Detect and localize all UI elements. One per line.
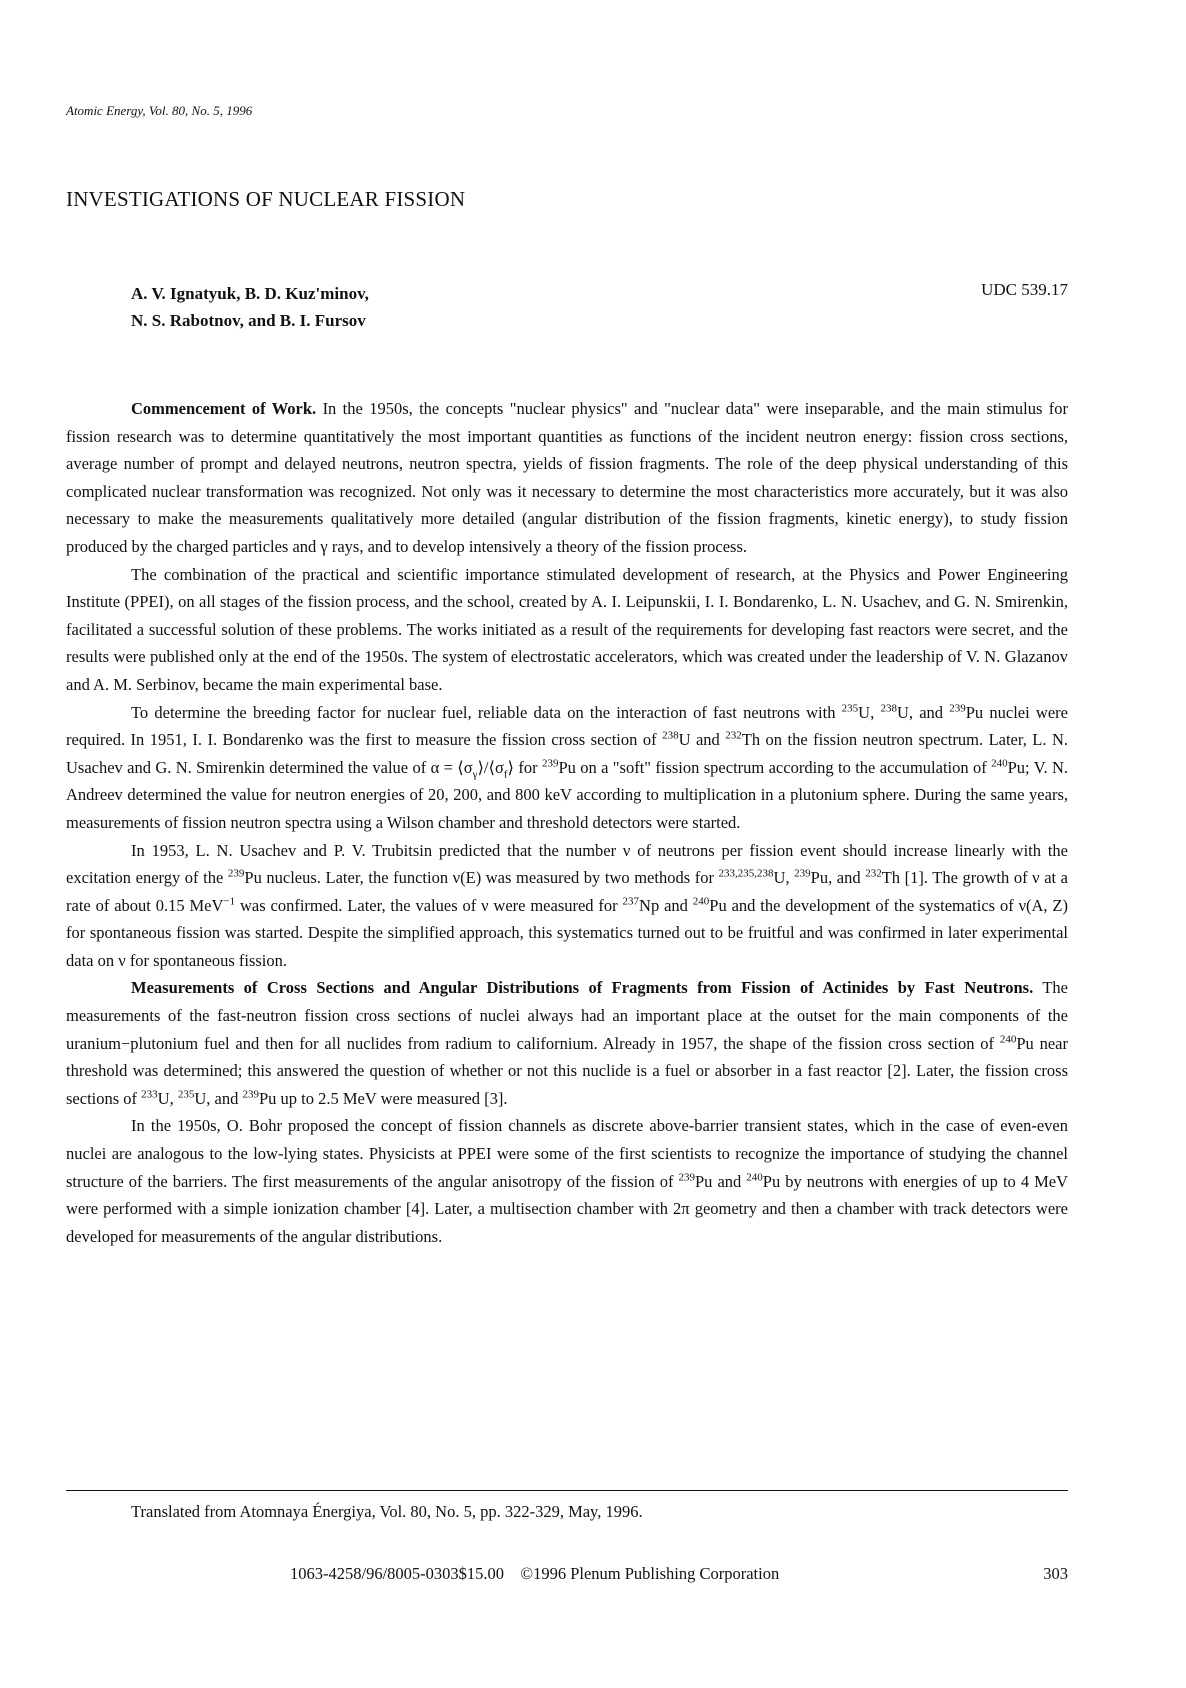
paragraph-1-text: In the 1950s, the concepts "nuclear physics" and "nuclear data" were inseparable, and the main stimulus for fission research was to determine quantitatively the most important quantities as functions of the incident neutron energy: fission cross sections, average number of prompt and delayed neutrons, neutron spectra, yields of fission fragments. The role of the deep physical understanding of this complicated nuclear transformation was recognized. Not only was it necessary to determine the most characteristics more accurately, but it was also necessary to make the measurements qualitatively more detailed (angular distribution of the fission fragments, kinetic energy), to study fission produced by the charged particles and γ rays, and to develop intensively a theory of the fission process. bbox=[66, 399, 1069, 556]
text-run: was confirmed. Later, the values of ν were measured for bbox=[235, 895, 623, 915]
text-run: Pu; V. N. Andreev determined the value for neutron energies of 20, 200, and 800 keV according to multiplication in a plutonium sphere. During the same years, measurements of fission neutron spectra using a Wilson chamber and threshold detectors were started. bbox=[66, 757, 1069, 832]
text-run: The measurements of the fast-neutron fission cross sections of nuclei always had an important place at the outset for the main components of the uranium−plutonium fuel and then for all nuclides from radium to californium. Already in 1957, the shape of the fission cross section of bbox=[66, 978, 1068, 1053]
paragraph-2: The combination of the practical and scientific importance stimulated development of research, at the Physics and Power Engineering Institute (PPEI), on all stages of the fission process, and the school, created by A. I. Leipunskii, I. I. Bondarenko, L. N. Usachev, and G. N. Smirenkin, facilitated a successful solution of these problems. The works initiated as a result of the requirements for developing fast reactors were secret, and the results were published only at the end of the 1950s. The system of electrostatic accelerators, which was created under the leadership of V. N. Glazanov and A. M. Serbinov, became the main experimental base. bbox=[66, 564, 1068, 694]
article-title: INVESTIGATIONS OF NUCLEAR FISSION bbox=[66, 187, 466, 211]
text-run: Pu, and bbox=[810, 868, 866, 888]
text-run: Pu and bbox=[695, 1171, 747, 1191]
text-run: Pu up to 2.5 MeV were measured [3]. bbox=[258, 1088, 508, 1108]
text-run: In 1953, L. N. Usachev and P. V. Trubitsin predicted that the number ν of neutrons per fission event should increase linearly with the excitation energy of the bbox=[66, 840, 1068, 888]
superscript: 239 bbox=[227, 867, 245, 880]
copyright-notice: ©1996 Plenum Publishing Corporation bbox=[520, 1564, 780, 1583]
superscript: −1 bbox=[223, 895, 236, 908]
text-run: Np and bbox=[639, 895, 693, 915]
journal-citation: Atomic Energy, Vol. 80, No. 5, 1996 bbox=[66, 103, 253, 118]
text-run: ⟩ for bbox=[507, 757, 542, 777]
page-number: 303 bbox=[1043, 1564, 1068, 1583]
superscript: 239 bbox=[949, 702, 966, 715]
translation-note: Translated from Atomnaya Énergiya, Vol. 80, No. 5, pp. 322-329, May, 1996. bbox=[131, 1502, 643, 1521]
superscript: 239 bbox=[242, 1088, 259, 1101]
superscript: 239 bbox=[678, 1171, 695, 1184]
superscript: 240 bbox=[746, 1171, 763, 1184]
text-run: Pu near threshold was determined; this answered the question of whether or not this nuclide is a fuel or absorber in a fast reactor [2]. Later, the fission cross sections of bbox=[66, 1033, 1068, 1108]
superscript: 238 bbox=[662, 729, 679, 742]
footnote-divider bbox=[66, 1490, 1068, 1491]
paragraph-5 bbox=[66, 974, 1068, 1112]
text-run: Pu on a "soft" fission spectrum according to the accumulation of bbox=[558, 757, 992, 777]
superscript: 240 bbox=[692, 895, 710, 908]
text-run: U and bbox=[678, 730, 726, 750]
paragraph-3 bbox=[66, 699, 1068, 837]
text-run: U, and bbox=[896, 702, 950, 722]
superscript: 238 bbox=[880, 702, 897, 715]
text-run: In the 1950s, O. Bohr proposed the concept of fission channels as discrete above-barrier transient states, which in the case of even-even nuclei are analogous to the low-lying states. Physicists at PPEI were some of the first scientists to recognize the importance of studying the channel structure of the barriers. The first measurements of the angular anisotropy of the fission of bbox=[66, 1116, 1068, 1191]
superscript: 233,235,238 bbox=[718, 867, 774, 880]
udc-code: UDC 539.17 bbox=[981, 280, 1068, 299]
superscript: 235 bbox=[177, 1088, 195, 1101]
superscript: 232 bbox=[865, 867, 882, 880]
text-run: Pu nucleus. Later, the function ν(E) was measured by two methods for bbox=[244, 868, 719, 888]
text-run: Th [1]. The growth of ν at a rate of about 0.15 MeV bbox=[66, 868, 1069, 915]
text-run: U, bbox=[773, 868, 795, 888]
text-run: U, bbox=[157, 1088, 178, 1108]
paragraph-6 bbox=[66, 1112, 1068, 1250]
text-run: To determine the breeding factor for nuclear fuel, reliable data on the interaction of fast neutrons with bbox=[131, 702, 842, 722]
text-run: ⟩/⟨σ bbox=[477, 757, 504, 777]
text-run: U, bbox=[858, 702, 881, 722]
superscript: 239 bbox=[541, 757, 559, 770]
page-footer bbox=[290, 1564, 779, 1584]
superscript: 235 bbox=[841, 702, 859, 715]
authors-line-1: A. V. Ignatyuk, B. D. Kuz'minov, bbox=[131, 284, 369, 303]
section-heading-commencement: Commencement of Work. bbox=[131, 399, 317, 418]
text-run: Th on the fission neutron spectrum. Later, L. N. Usachev and G. N. Smirenkin determined the value of α = ⟨σ bbox=[66, 730, 1069, 777]
text-run: Pu by neutrons with energies of up to 4 MeV were performed with a simple ionization chamber [4]. Later, a multisection chamber with 2π geometry and then a chamber with track detectors were developed for measurements of the angular distributions. bbox=[66, 1171, 1068, 1246]
publication-code: 1063-4258/96/8005-0303$15.00 bbox=[290, 1564, 505, 1583]
subscript: f bbox=[503, 768, 508, 781]
superscript: 239 bbox=[794, 867, 811, 880]
superscript: 237 bbox=[622, 895, 640, 908]
authors-line-2: N. S. Rabotnov, and B. I. Fursov bbox=[131, 311, 366, 330]
subscript: γ bbox=[472, 768, 478, 781]
text-run: Pu and the development of the systematics of ν(A, Z) for spontaneous fission was started. Despite the simplified approach, this systematics turned out to be fruitful and was confirmed in later experimental data on ν for spontaneous fission. bbox=[66, 895, 1068, 970]
superscript: 240 bbox=[991, 757, 1008, 770]
text-run: Pu nuclei were required. In 1951, I. I. Bondarenko was the first to measure the fission cross section of bbox=[66, 702, 1068, 750]
section-heading-measurements: Measurements of Cross Sections and Angular Distributions of Fragments from Fission of Actinides by Fast Neutrons. bbox=[131, 978, 1034, 998]
paragraph-4 bbox=[66, 837, 1068, 975]
superscript: 233 bbox=[141, 1088, 158, 1101]
superscript: 240 bbox=[999, 1033, 1017, 1046]
paragraph-1 bbox=[66, 395, 1068, 561]
author-list bbox=[131, 280, 369, 334]
text-run: U, and bbox=[194, 1088, 243, 1108]
article-body bbox=[66, 395, 1068, 1250]
superscript: 232 bbox=[725, 729, 742, 742]
